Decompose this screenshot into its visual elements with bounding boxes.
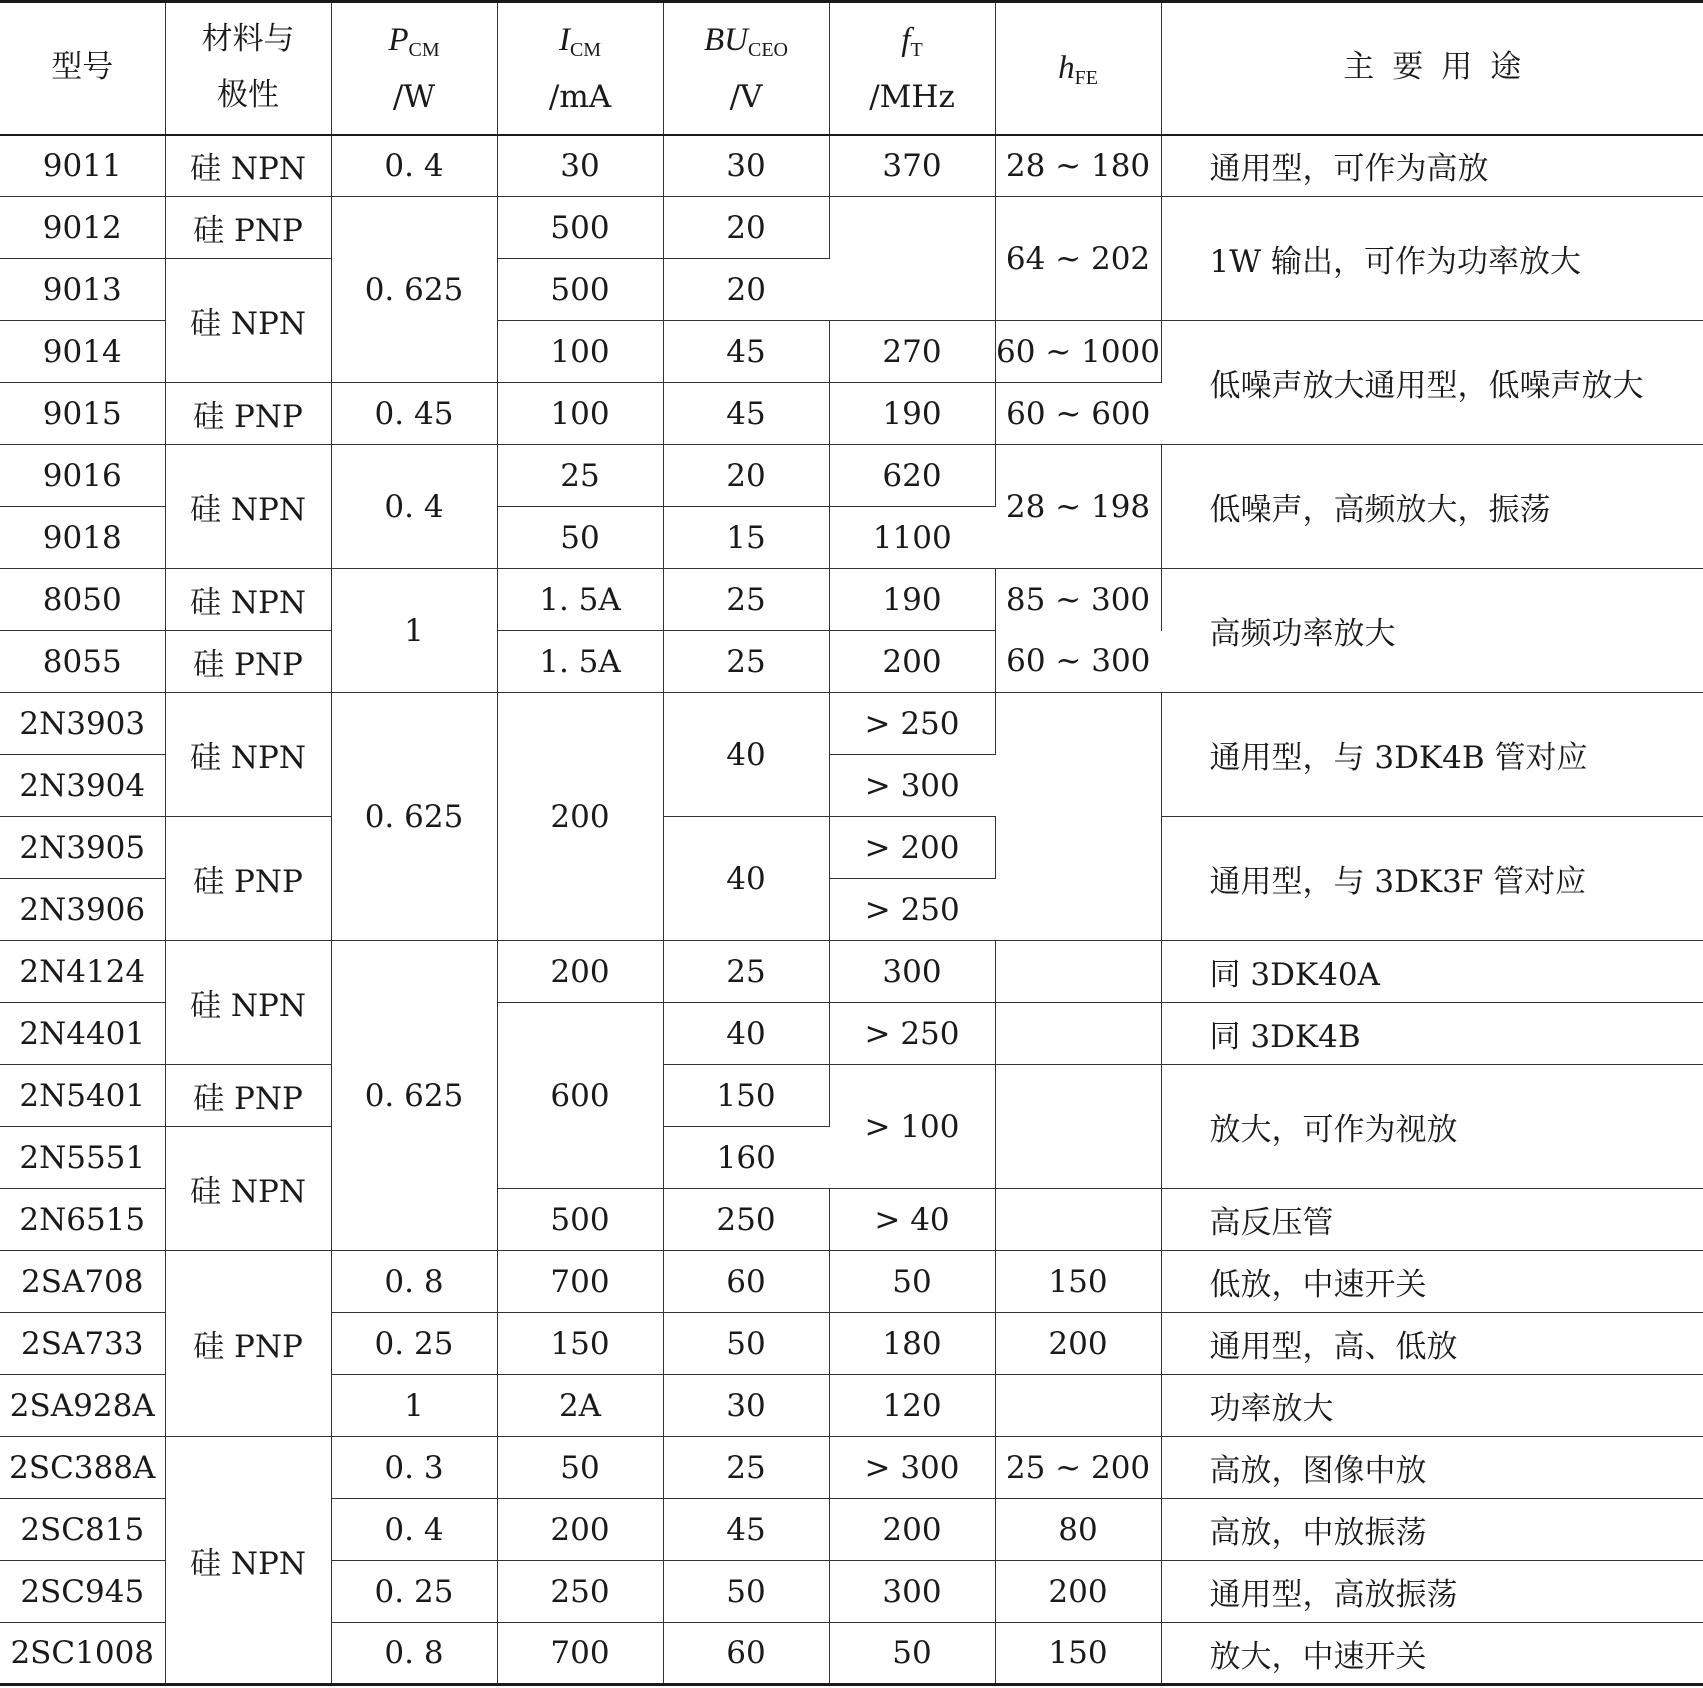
cell-ft: 50 [829,1251,995,1313]
cell-ft: 190 [829,383,995,445]
cell-model: 2SA708 [0,1251,165,1313]
cell-icm: 150 [497,1313,663,1375]
cell-buceo: 150 [663,1065,829,1127]
cell-hfe: 25 ~ 200 [995,1437,1161,1499]
cell-icm: 200 [497,693,663,941]
cell-hfe [995,941,1161,1003]
cell-buceo: 60 [663,1251,829,1313]
cell-buceo: 45 [663,383,829,445]
cell-buceo: 25 [663,569,829,631]
cell-pcm: 0. 25 [331,1561,497,1623]
cell-pcm: 0. 3 [331,1437,497,1499]
cell-usage: 通用型，与 3DK4B 管对应 [1161,693,1703,817]
cell-usage: 通用型，高、低放 [1161,1313,1703,1375]
cell-model: 2SC815 [0,1499,165,1561]
cell-material: 硅 PNP [165,631,331,693]
cell-usage: 同 3DK4B [1161,1003,1703,1065]
cell-model: 2SC1008 [0,1623,165,1685]
cell-material: 硅 NPN [165,693,331,817]
cell-ft: 200 [829,1499,995,1561]
cell-model: 8050 [0,569,165,631]
cell-material: 硅 NPN [165,1437,331,1685]
cell-model: 2N5551 [0,1127,165,1189]
cell-material: 硅 NPN [165,1127,331,1251]
cell-icm: 500 [497,197,663,259]
cell-usage: 高反压管 [1161,1189,1703,1251]
cell-usage: 1W 输出，可作为功率放大 [1161,197,1703,321]
cell-pcm: 0. 4 [331,445,497,569]
cell-model: 2N6515 [0,1189,165,1251]
table-row [0,817,1703,879]
cell-material: 硅 NPN [165,259,331,383]
cell-ft: > 200 [829,817,995,879]
cell-hfe: 150 [995,1251,1161,1313]
table-row [0,693,1703,755]
cell-buceo: 60 [663,1623,829,1685]
cell-hfe [995,1003,1161,1065]
header-material: 材料与 极性 [165,2,331,135]
cell-ft: > 250 [829,1003,995,1065]
cell-ft: > 100 [829,1065,995,1189]
cell-hfe: 85 ~ 300 [995,569,1161,631]
cell-ft: > 250 [829,693,995,755]
cell-model: 9018 [0,507,165,569]
table-row [0,445,1703,507]
cell-usage: 低噪声放大通用型，低噪声放大 [1161,321,1703,445]
cell-usage: 高频功率放大 [1161,569,1703,693]
cell-model: 2SC945 [0,1561,165,1623]
table-row [0,135,1703,197]
cell-buceo: 25 [663,1437,829,1499]
cell-buceo: 15 [663,507,829,569]
cell-icm: 50 [497,1437,663,1499]
cell-icm: 1. 5A [497,631,663,693]
cell-model: 2SC388A [0,1437,165,1499]
cell-buceo: 25 [663,631,829,693]
cell-usage: 通用型，高放振荡 [1161,1561,1703,1623]
cell-model: 2N5401 [0,1065,165,1127]
cell-usage: 放大，可作为视放 [1161,1065,1703,1189]
cell-icm: 2A [497,1375,663,1437]
cell-material: 硅 PNP [165,1251,331,1437]
cell-icm: 50 [497,507,663,569]
cell-model: 2N4124 [0,941,165,1003]
cell-hfe: 64 ~ 202 [995,197,1161,321]
cell-material: 硅 PNP [165,817,331,941]
header-buceo: $BU_{CEO}$ /V [663,2,829,135]
cell-icm: 600 [497,1003,663,1189]
cell-model: 2N3904 [0,755,165,817]
cell-pcm: 0. 4 [331,1499,497,1561]
cell-model: 8055 [0,631,165,693]
cell-ft: 120 [829,1375,995,1437]
cell-icm: 500 [497,259,663,321]
cell-buceo: 45 [663,321,829,383]
cell-ft: > 300 [829,1437,995,1499]
cell-usage: 功率放大 [1161,1375,1703,1437]
cell-usage: 通用型，可作为高放 [1161,135,1703,197]
cell-ft: 200 [829,631,995,693]
cell-buceo: 25 [663,941,829,1003]
cell-icm: 200 [497,1499,663,1561]
cell-pcm: 0. 25 [331,1313,497,1375]
cell-model: 9013 [0,259,165,321]
cell-usage: 放大，中速开关 [1161,1623,1703,1685]
cell-buceo: 30 [663,135,829,197]
cell-model: 2SA733 [0,1313,165,1375]
cell-buceo: 20 [663,445,829,507]
cell-buceo: 40 [663,817,829,941]
cell-ft: > 40 [829,1189,995,1251]
cell-buceo: 20 [663,259,829,321]
cell-buceo: 160 [663,1127,829,1189]
cell-pcm: 1 [331,1375,497,1437]
table-row [0,1437,1703,1499]
cell-buceo: 40 [663,693,829,817]
cell-ft: 300 [829,1561,995,1623]
cell-buceo: 40 [663,1003,829,1065]
cell-pcm: 0. 625 [331,941,497,1251]
table-row [0,569,1703,631]
cell-pcm: 0. 4 [331,135,497,197]
cell-model: 9014 [0,321,165,383]
cell-buceo: 45 [663,1499,829,1561]
cell-ft: 190 [829,569,995,631]
cell-hfe: 60 ~ 300 [995,631,1161,693]
cell-hfe: 60 ~ 600 [995,383,1161,445]
cell-material: 硅 PNP [165,383,331,445]
cell-usage: 同 3DK40A [1161,941,1703,1003]
cell-pcm: 0. 45 [331,383,497,445]
cell-model: 9015 [0,383,165,445]
table-row [0,941,1703,1003]
cell-model: 9016 [0,445,165,507]
cell-model: 9012 [0,197,165,259]
table-row [0,1251,1703,1313]
cell-buceo: 50 [663,1313,829,1375]
cell-ft: 1100 [829,507,995,569]
cell-material: 硅 NPN [165,445,331,569]
cell-hfe: 150 [995,1623,1161,1685]
cell-hfe: 60 ~ 1000 [995,321,1161,383]
cell-material: 硅 PNP [165,197,331,259]
header-hfe: $h_{FE}$ [995,2,1161,135]
cell-icm: 200 [497,941,663,1003]
cell-model: 2N3903 [0,693,165,755]
cell-ft: 180 [829,1313,995,1375]
cell-hfe: 28 ~ 180 [995,135,1161,197]
cell-ft: 270 [829,321,995,383]
cell-buceo: 20 [663,197,829,259]
cell-ft: > 300 [829,755,995,817]
cell-pcm: 0. 8 [331,1251,497,1313]
cell-icm: 700 [497,1251,663,1313]
cell-hfe [995,1375,1161,1437]
cell-pcm: 0. 8 [331,1623,497,1685]
cell-ft: 620 [829,445,995,507]
cell-ft: 50 [829,1623,995,1685]
cell-model: 2N3905 [0,817,165,879]
cell-material: 硅 PNP [165,1065,331,1127]
cell-hfe: 28 ~ 198 [995,445,1161,569]
cell-ft [829,197,995,321]
cell-material: 硅 NPN [165,569,331,631]
cell-material: 硅 NPN [165,135,331,197]
cell-icm: 25 [497,445,663,507]
cell-usage: 高放，图像中放 [1161,1437,1703,1499]
cell-hfe [995,693,1161,941]
cell-pcm: 1 [331,569,497,693]
cell-model: 2N4401 [0,1003,165,1065]
cell-hfe: 200 [995,1313,1161,1375]
cell-buceo: 250 [663,1189,829,1251]
cell-usage: 通用型，与 3DK3F 管对应 [1161,817,1703,941]
header-row [0,2,1703,135]
header-model: 型号 [0,2,165,135]
cell-icm: 30 [497,135,663,197]
cell-pcm: 0. 625 [331,693,497,941]
table-row [0,197,1703,259]
cell-model: 2N3906 [0,879,165,941]
cell-hfe [995,1065,1161,1189]
cell-usage: 低噪声，高频放大，振荡 [1161,445,1703,569]
cell-usage: 高放，中放振荡 [1161,1499,1703,1561]
cell-pcm: 0. 625 [331,197,497,383]
cell-icm: 100 [497,383,663,445]
cell-hfe [995,1189,1161,1251]
table-row [0,1065,1703,1127]
cell-icm: 250 [497,1561,663,1623]
cell-material: 硅 NPN [165,941,331,1065]
cell-model: 9011 [0,135,165,197]
cell-ft: 370 [829,135,995,197]
cell-icm: 100 [497,321,663,383]
cell-model: 2SA928A [0,1375,165,1437]
cell-hfe: 80 [995,1499,1161,1561]
cell-buceo: 30 [663,1375,829,1437]
cell-icm: 700 [497,1623,663,1685]
header-ft: $f_T$ /MHz [829,2,995,135]
header-pcm: $P_{CM}$ /W [331,2,497,135]
cell-hfe: 200 [995,1561,1161,1623]
cell-ft: 300 [829,941,995,1003]
cell-buceo: 50 [663,1561,829,1623]
cell-ft: > 250 [829,879,995,941]
header-usage: 主要用途 [1161,2,1703,135]
header-icm: $I_{CM}$ /mA [497,2,663,135]
cell-icm: 1. 5A [497,569,663,631]
cell-usage: 低放，中速开关 [1161,1251,1703,1313]
cell-icm: 500 [497,1189,663,1251]
